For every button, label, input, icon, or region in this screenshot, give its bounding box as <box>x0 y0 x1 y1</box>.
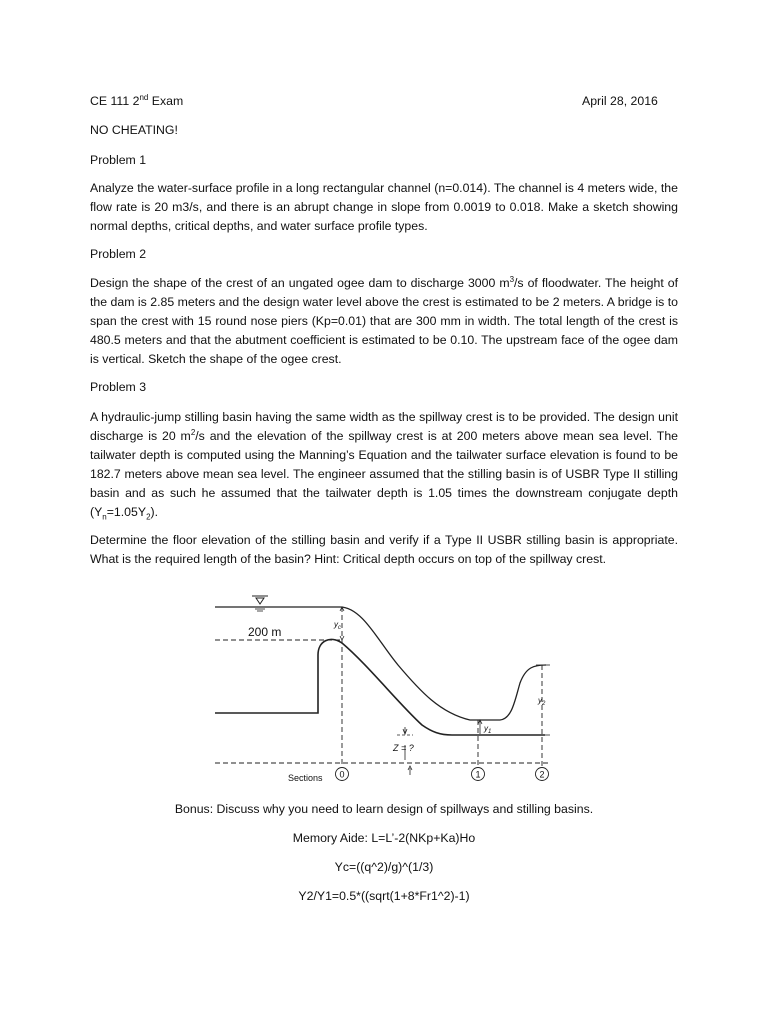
course-suffix: Exam <box>148 94 184 108</box>
section0-marker <box>336 768 349 781</box>
problem3-question: Determine the floor elevation of the stilling basin and verify if a Type II USBR stilling basin is appropriate. What is the required length of the basin? Hint: Critical depth occurs on top of the spillway crest. <box>90 533 678 566</box>
problem2-text-b: /s of floodwater. The height of the dam is 2.85 meters and the design water level above the crest is estimated to be 2 meters. A bridge is to span the crest with 15 round nose piers (Kp=0.01) that are 300 mm in width. The total length of the crest is 480.5 meters and that the abutment coefficient is estimated to be 0.10. The upstream face of the ogee dam is vertical. Sketch the shape of the ogee crest. <box>90 276 678 366</box>
y1-label: $y_1$ <box>484 724 492 735</box>
problem3-text <box>90 408 678 522</box>
no-cheating-warning: NO CHEATING! <box>90 123 178 137</box>
formula-conjugate-depth: Y2/Y1=0.5*((sqrt(1+8*Fr1^2)-1) <box>298 889 470 903</box>
formula-critical-depth: Yc=((q^2)/g)^(1/3) <box>334 860 434 874</box>
problem3-sub-2: 2 <box>146 512 151 522</box>
yc-label: $y_c$ <box>334 620 341 631</box>
course-prefix: CE 111 2 <box>90 94 140 108</box>
course-title <box>90 92 183 111</box>
problem3-heading: Problem 3 <box>90 380 147 394</box>
section1-marker <box>472 768 485 781</box>
spillway-water-surface <box>340 607 546 720</box>
y2-label: $y_2$ <box>538 696 546 707</box>
problem2-sup: 3 <box>509 274 515 284</box>
section2-marker <box>536 768 549 781</box>
spillway-stilling-basin-figure <box>200 585 570 790</box>
exam-date: April 28, 2016 <box>582 94 658 108</box>
problem2-text <box>90 274 678 369</box>
problem1-heading: Problem 1 <box>90 153 147 167</box>
sections-label: Sections <box>288 773 323 783</box>
svg-text:0: 0 <box>339 769 345 780</box>
z-label: Z = ? <box>393 743 414 753</box>
problem3-text-a: A hydraulic-jump stilling basin having the same width as the spillway crest is to be provided. The design unit discharge is 20 m <box>90 410 678 443</box>
problem3-sup: 2 <box>190 427 196 437</box>
problem3-text-d: ). <box>150 505 159 519</box>
y1-dimension <box>478 720 482 734</box>
spillway-body-profile <box>215 639 545 735</box>
problem1-text: Analyze the water-surface profile in a long rectangular channel (n=0.014). The channel is 4 meters wide, the flow rate is 20 m3/s, and there is an abrupt change in slope from 0.0019 to 0.018. Make a sketch showing normal depths, critical depths, and water surface profile types. <box>90 181 678 233</box>
bonus-question: Bonus: Discuss why you need to learn design of spillways and stilling basins. <box>174 802 594 816</box>
problem2-text-a: Design the shape of the crest of an ungated ogee dam to discharge 3000 m <box>90 276 510 290</box>
problem3-text-b: /s and the elevation of the spillway crest is at 200 meters above mean sea level. The tailwater depth is computed using the Manning’s Equation and the tailwater surface elevation is found to be 182.7 meters above mean sea level. The engineer assumed that the stilling basin is of USBR Type II stilling basin and as such he assumed that the tailwater depth is 1.05 times the downstream conjugate depth (Y <box>90 429 678 519</box>
svg-text:2: 2 <box>539 769 545 780</box>
elevation-label: 200 m <box>248 625 282 639</box>
problem3-text-c: =1.05Y <box>106 505 147 519</box>
formula-memory-aide: Memory Aide: L=L’-2(NKp+Ka)Ho <box>292 831 476 845</box>
problem3-sub-n: n <box>102 512 107 522</box>
water-level-symbol <box>252 596 268 611</box>
svg-text:1: 1 <box>475 769 481 780</box>
course-ordinal-sup: nd <box>139 92 149 102</box>
problem2-heading: Problem 2 <box>90 247 147 261</box>
